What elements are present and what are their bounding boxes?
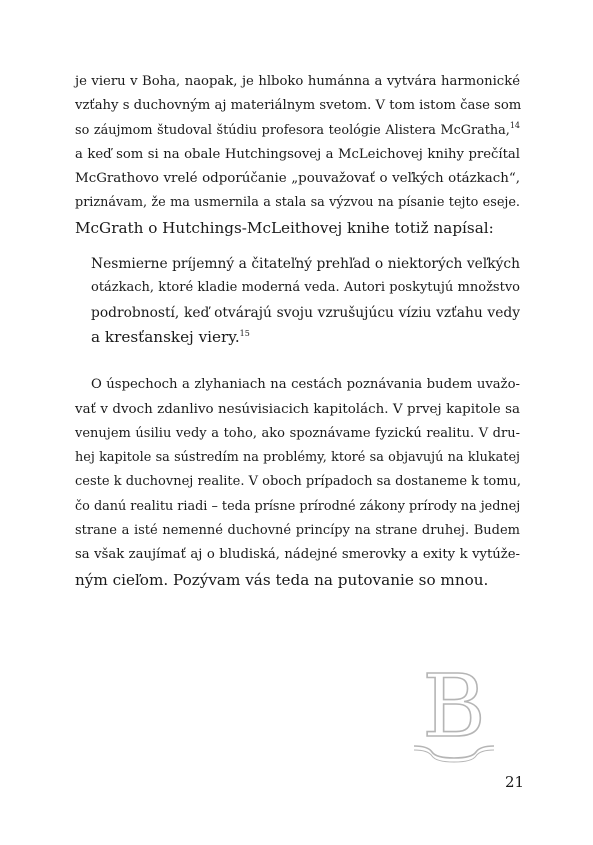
- text-line: strane a isté nemenné duchovné princípy na strane druhej. Budem: [75, 523, 520, 539]
- text-line: venujem úsiliu vedy a toho, ako spoznávame fyzickú realitu. V dru-: [75, 425, 520, 441]
- text-line: sa však zaujímať aj o bludiská, nádejné smerovky a exity k vytúže-: [75, 547, 520, 563]
- quote-line: podrobností, keď otvárajú svoju vzrušujúcu víziu vzťahu vedy: [91, 304, 520, 321]
- page-number: 21: [505, 773, 525, 791]
- body-text: [75, 70, 520, 592]
- quote-line-content: a kresťanskej viery.: [91, 327, 240, 346]
- text-line: je vieru v Boha, naopak, je hlboko humánna a vytvára harmonické: [75, 74, 520, 89]
- paragraph-2: [75, 373, 520, 592]
- text-line: ným cieľom. Pozývam vás teda na putovanie so mnou.: [75, 570, 489, 589]
- quote-line: [91, 325, 520, 349]
- text-line: O úspechoch a zlyhaniach na cestách poznávania budem uvažo-: [91, 377, 520, 393]
- footnote-marker: 15: [239, 328, 250, 338]
- text-line: čo danú realitu riadi – teda prísne prírodné zákony prírody na jednej: [75, 498, 521, 514]
- footnote-marker: 14: [509, 120, 520, 130]
- quote-line: Nesmierne príjemný a čitateľný prehľad o niektorých veľkých: [91, 256, 520, 273]
- text-line: vzťahy s duchovným aj materiálnym svetom. V tom istom čase som: [75, 98, 522, 114]
- paragraph-1: [75, 70, 520, 240]
- text-line: priznávam, že ma usmernila a stala sa výzvou na písanie tejto eseje.: [75, 195, 520, 211]
- logo-letter: B: [422, 664, 486, 757]
- text-line: hej kapitole sa sústredím na problémy, ktoré sa objavujú na klukatej: [75, 450, 520, 466]
- text-line: [75, 119, 520, 143]
- quote-line: otázkach, ktoré kladie moderná veda. Autori poskytujú množstvo: [91, 280, 520, 296]
- text-line: ceste k duchovnej realite. V oboch prípadoch sa dostaneme k tomu,: [75, 474, 522, 490]
- publisher-logo-icon: [408, 664, 500, 764]
- text-line: McGrath o Hutchings-McLeithovej knihe totiž napísal:: [75, 218, 494, 237]
- text-line: a keď som si na obale Hutchingsovej a McLeichovej knihy prečítal: [75, 146, 520, 162]
- block-quote: [91, 252, 520, 349]
- text-line-content: so záujmom študoval štúdiu profesora teológie Alistera McGratha,: [75, 122, 510, 138]
- text-line: vať v dvoch zdanlivo nesúvisiacich kapitolách. V prvej kapitole sa: [75, 401, 520, 417]
- text-line: McGrathovo vrelé odporúčanie „pouvažovať o veľkých otázkach“,: [75, 171, 520, 187]
